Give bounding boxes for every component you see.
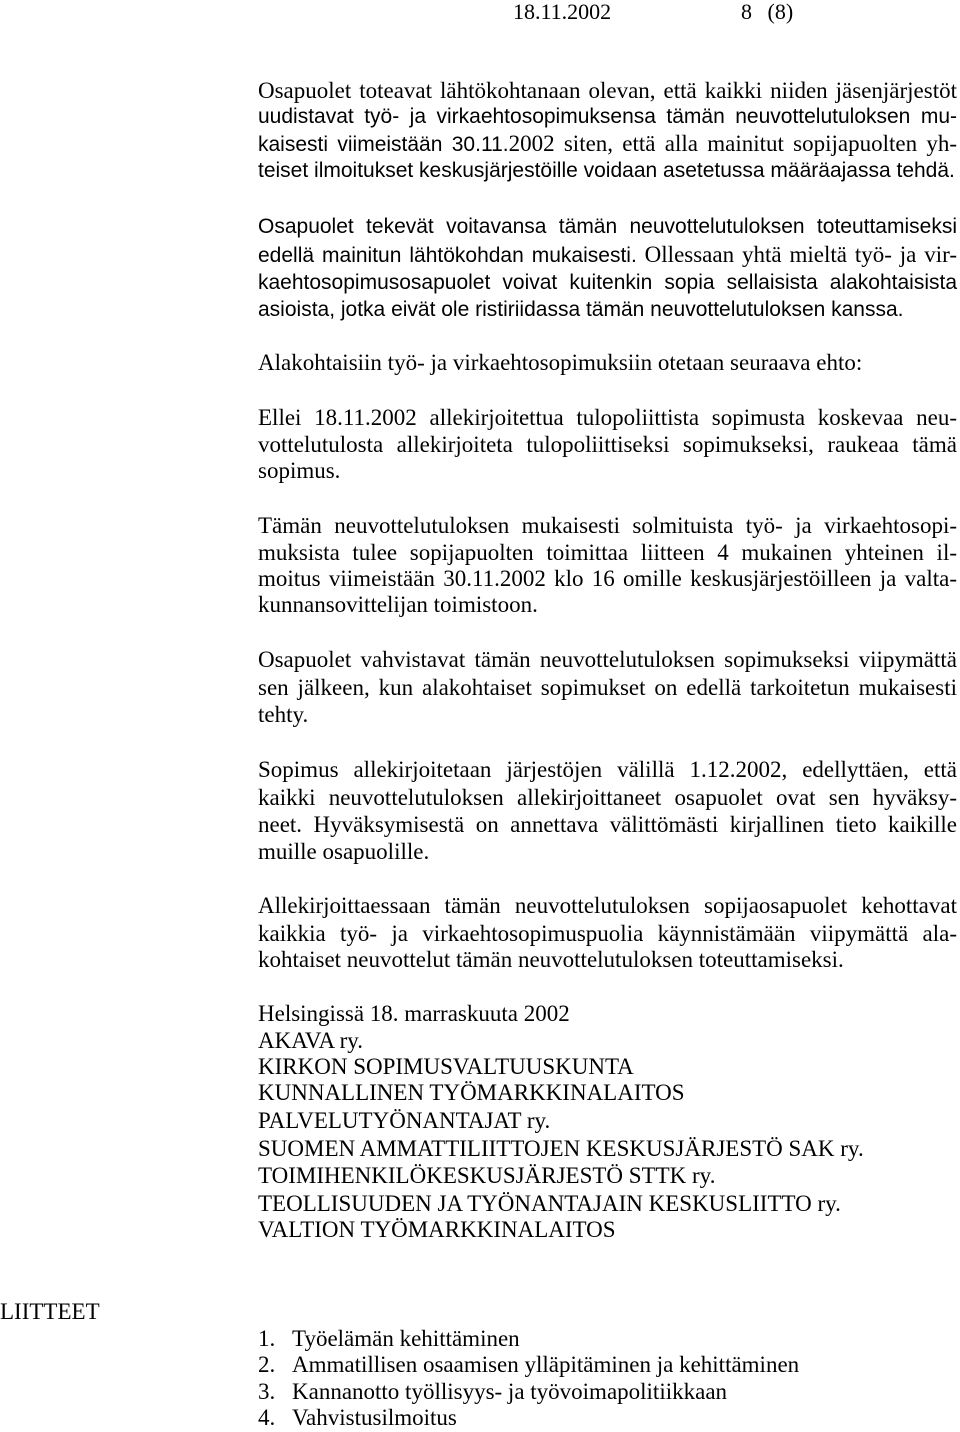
text-line: kunnansovittelijan toimistoon. — [258, 592, 538, 617]
text-segment: edellä mainitun lähtökohdan mukaisesti. — [258, 244, 637, 267]
text-line: asioista, jotka eivät ole ristiriidassa tämän neuvottelutuloksen kanssa. — [258, 298, 904, 321]
text-line: sopimus. — [258, 458, 341, 483]
attachment-number: 4. — [258, 1405, 276, 1430]
signatory: VALTION TYÖMARKKINALAITOS — [258, 1217, 616, 1242]
text-segment: Ollessaan yhtä mieltä työ- ja vir- — [636, 242, 957, 267]
text-line: moitus viimeistään 30.11.2002 klo 16 omille keskusjärjestöilleen ja valta- — [258, 566, 957, 591]
text-segment: 2002 siten, että alla mainitut sopijapuolten yh- — [508, 131, 957, 156]
text-line: vottelutulosta allekirjoiteta tulopoliittiseksi sopimukseksi, raukeaa tämä — [258, 432, 957, 457]
signatory: SUOMEN AMMATTILIITTOJEN KESKUSJÄRJESTÖ SAK ry. — [258, 1136, 864, 1161]
text-line: muille osapuolille. — [258, 839, 430, 864]
text-line: Ellei 18.11.2002 allekirjoitettua tulopoliittista sopimusta koskevaa neu- — [258, 405, 957, 430]
text-line: kaikki neuvottelutuloksen allekirjoittaneet osapuolet ovat sen hyväksy- — [258, 785, 957, 810]
attachment-title: Vahvistusilmoitus — [292, 1405, 457, 1430]
text-line: teiset ilmoitukset keskusjärjestöille voidaan asetetussa määräajassa tehdä. — [258, 159, 955, 182]
attachment-number: 3. — [258, 1379, 276, 1404]
text-line: Osapuolet toteavat lähtökohtanaan olevan, että kaikki niiden jäsenjärjestöt — [258, 78, 957, 103]
attachments-heading: LIITTEET — [0, 1299, 100, 1324]
text-line: muksista tulee sopijapuolten toimittaa liitteen 4 mukainen yhteinen il- — [258, 540, 957, 565]
text-line: kohtaiset neuvottelut tämän neuvottelutuloksen toteuttamiseksi. — [258, 947, 844, 972]
signatory: PALVELUTYÖNANTAJAT ry. — [258, 1108, 551, 1133]
signatory: TOIMIHENKILÖKESKUSJÄRJESTÖ STTK ry. — [258, 1163, 716, 1188]
attachment-title: Kannanotto työllisyys- ja työvoimapolitiikkaan — [292, 1379, 728, 1404]
attachment-number: 2. — [258, 1352, 276, 1377]
text-line: Allekirjoittaessaan tämän neuvottelutuloksen sopijaosapuolet kehottavat — [258, 893, 957, 918]
text-line: sen jälkeen, kun alakohtaiset sopimukset on edellä tarkoitetun mukaisesti — [258, 675, 957, 700]
text-line: kaehtosopimusosapuolet voivat kuitenkin sopia sellaisista alakohtaisista — [258, 271, 957, 294]
signatory: TEOLLISUUDEN JA TYÖNANTAJAIN KESKUSLIITTO ry. — [258, 1191, 841, 1216]
text-line: neet. Hyväksymisestä on annettava välittömästi kirjallinen tieto kaikille — [258, 812, 957, 837]
text-line: tehty. — [258, 702, 309, 727]
text-line: uudistavat työ- ja virkaehtosopimuksensa tämän neuvottelutuloksen mu- — [258, 105, 957, 128]
page-number: 8 (8) — [741, 0, 794, 24]
signatory: KUNNALLINEN TYÖMARKKINALAITOS — [258, 1080, 685, 1105]
text-line: Tämän neuvottelutuloksen mukaisesti solmituista työ- ja virkaehtosopi- — [258, 513, 957, 538]
text-line: Sopimus allekirjoitetaan järjestöjen välillä 1.12.2002, edellyttäen, että — [258, 757, 957, 782]
signatory: AKAVA ry. — [258, 1028, 364, 1053]
text-line: Osapuolet tekevät voitavansa tämän neuvottelutuloksen toteuttamiseksi — [258, 215, 957, 238]
signatory: KIRKON SOPIMUSVALTUUSKUNTA — [258, 1054, 634, 1079]
signing-place-date: Helsingissä 18. marraskuuta 2002 — [258, 1001, 570, 1026]
attachment-number: 1. — [258, 1326, 276, 1351]
text-line: kaikkia työ- ja virkaehtosopimuspuolia käynnistämään viipymättä ala- — [258, 921, 957, 946]
text-line — [258, 241, 957, 269]
attachment-title: Työelämän kehittäminen — [292, 1326, 520, 1351]
text-line: Alakohtaisiin työ- ja virkaehtosopimuksiin otetaan seuraava ehto: — [258, 350, 863, 375]
text-line — [258, 130, 957, 158]
text-line: Osapuolet vahvistavat tämän neuvottelutuloksen sopimukseksi viipymättä — [258, 647, 957, 672]
text-segment: kaisesti viimeistään 30.11. — [258, 133, 509, 156]
attachment-title: Ammatillisen osaamisen ylläpitäminen ja kehittäminen — [292, 1352, 800, 1377]
header-date: 18.11.2002 — [513, 0, 612, 24]
